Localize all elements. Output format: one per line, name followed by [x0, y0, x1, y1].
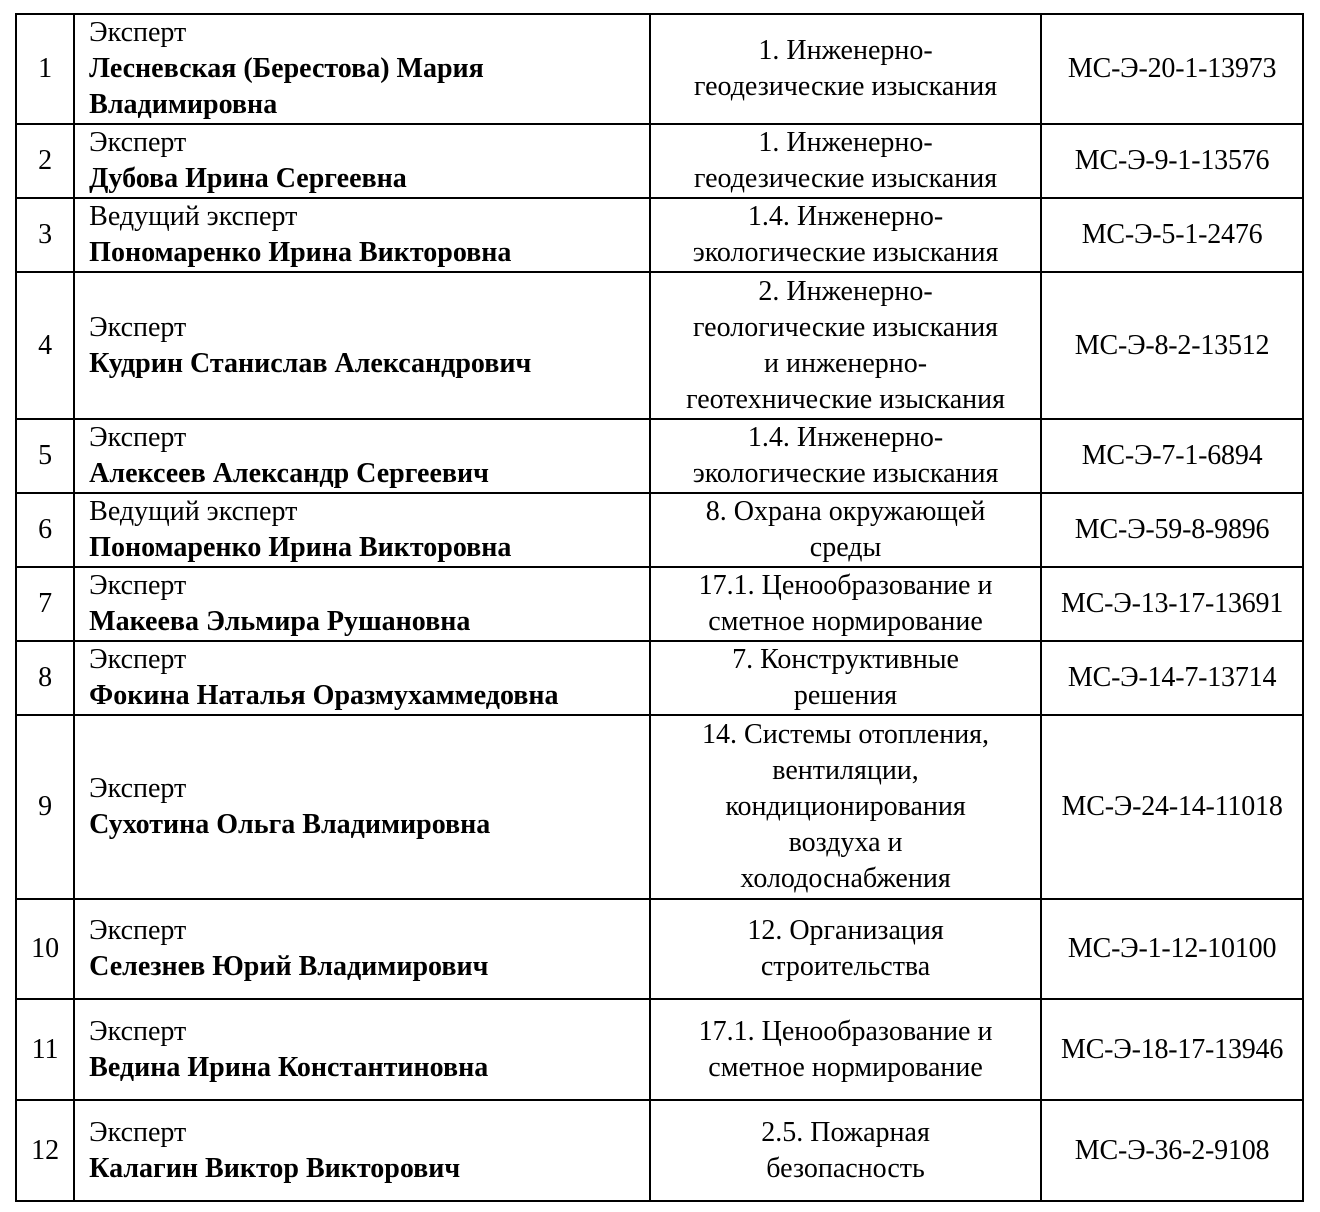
expert-name: Макеева Эльмира Рушановна: [89, 606, 471, 637]
row-number: 9: [16, 715, 74, 899]
expertise-area: 17.1. Ценообразование и сметное нормирование: [698, 570, 993, 637]
table-row: [16, 899, 1303, 999]
row-number: 10: [16, 899, 74, 999]
table-row: [16, 493, 1303, 567]
table-row: [16, 715, 1303, 899]
expertise-area: 1.4. Инженерно- экологические изыскания: [692, 422, 999, 489]
certificate-number: МС-Э-5-1-2476: [1041, 198, 1303, 272]
expert-role: Эксперт: [89, 570, 187, 601]
row-number: 4: [16, 272, 74, 419]
expert-role: Эксперт: [89, 1116, 187, 1148]
certificate-number: МС-Э-9-1-13576: [1041, 124, 1303, 198]
experts-table: [15, 13, 1304, 1202]
certificate-number: МС-Э-36-2-9108: [1041, 1100, 1303, 1201]
row-number: 7: [16, 567, 74, 641]
area-cell: [650, 1100, 1041, 1201]
expertise-area: 7. Конструктивные решения: [732, 644, 959, 711]
expertise-area: 1. Инженерно- геодезические изыскания: [693, 35, 998, 102]
expert-cell: [74, 641, 650, 715]
table-row: [16, 198, 1303, 272]
expert-name: Фокина Наталья Оразмухаммедовна: [89, 680, 559, 711]
area-cell: [650, 493, 1041, 567]
expertise-area: 17.1. Ценообразование и сметное нормирование: [698, 1015, 993, 1083]
expert-cell: [74, 493, 650, 567]
area-cell: [650, 14, 1041, 124]
certificate-number: МС-Э-20-1-13973: [1041, 14, 1303, 124]
expert-name: Сухотина Ольга Владимировна: [89, 809, 491, 840]
expertise-area: 14. Системы отопления, вентиляции, кондиционирования воздуха и холодоснабжения: [702, 719, 990, 894]
table-row: [16, 272, 1303, 419]
expert-role: Эксперт: [89, 127, 187, 158]
table-row: [16, 124, 1303, 198]
expertise-area: 12. Организация строительства: [747, 915, 944, 982]
expert-cell: [74, 14, 650, 124]
certificate-number: МС-Э-7-1-6894: [1041, 419, 1303, 493]
certificate-number: МС-Э-59-8-9896: [1041, 493, 1303, 567]
area-cell: [650, 999, 1041, 1100]
expert-cell: [74, 198, 650, 272]
row-number: 6: [16, 493, 74, 567]
expert-cell: [74, 419, 650, 493]
row-number: 5: [16, 419, 74, 493]
expert-name: Лесневская (Берестова) Мария Владимировна: [89, 53, 484, 120]
row-number: 8: [16, 641, 74, 715]
certificate-number: МС-Э-1-12-10100: [1041, 899, 1303, 999]
table-row: [16, 567, 1303, 641]
expert-cell: [74, 1100, 650, 1201]
expert-role: Ведущий эксперт: [89, 201, 298, 232]
expertise-area: 8. Охрана окружающей среды: [705, 496, 986, 563]
area-cell: [650, 715, 1041, 899]
expert-cell: [74, 715, 650, 899]
expertise-area: 2. Инженерно- геологические изыскания и инженерно- геотехнические изыскания: [686, 275, 1005, 415]
expert-cell: [74, 999, 650, 1100]
row-number: 1: [16, 14, 74, 124]
expert-name: Алексеев Александр Сергеевич: [89, 458, 489, 489]
area-cell: [650, 567, 1041, 641]
expert-cell: [74, 899, 650, 999]
expert-role: Эксперт: [89, 644, 187, 675]
expert-role: Эксперт: [89, 311, 187, 343]
expert-name: Пономаренко Ирина Викторовна: [89, 532, 512, 563]
area-cell: [650, 124, 1041, 198]
expert-name: Дубова Ирина Сергеевна: [89, 163, 407, 194]
expert-name: Кудрин Станислав Александрович: [89, 347, 532, 379]
expert-role: Эксперт: [89, 915, 187, 946]
table-row: [16, 999, 1303, 1100]
expert-name: Селезнев Юрий Владимирович: [89, 951, 489, 982]
area-cell: [650, 419, 1041, 493]
expertise-area: 1. Инженерно- геодезические изыскания: [693, 127, 998, 194]
expert-cell: [74, 567, 650, 641]
certificate-number: МС-Э-14-7-13714: [1041, 641, 1303, 715]
expertise-area: 2.5. Пожарная безопасность: [761, 1116, 930, 1184]
area-cell: [650, 899, 1041, 999]
row-number: 3: [16, 198, 74, 272]
expert-role: Эксперт: [89, 17, 187, 48]
table-row: [16, 1100, 1303, 1201]
area-cell: [650, 641, 1041, 715]
certificate-number: МС-Э-24-14-11018: [1041, 715, 1303, 899]
expert-name: Ведина Ирина Константиновна: [89, 1051, 489, 1083]
expert-role: Ведущий эксперт: [89, 496, 298, 527]
expertise-area: 1.4. Инженерно- экологические изыскания: [692, 201, 999, 268]
certificate-number: МС-Э-8-2-13512: [1041, 272, 1303, 419]
row-number: 2: [16, 124, 74, 198]
expert-cell: [74, 124, 650, 198]
expert-role: Эксперт: [89, 422, 187, 453]
expert-cell: [74, 272, 650, 419]
certificate-number: МС-Э-13-17-13691: [1041, 567, 1303, 641]
row-number: 11: [16, 999, 74, 1100]
certificate-number: МС-Э-18-17-13946: [1041, 999, 1303, 1100]
table-row: [16, 14, 1303, 124]
expert-role: Эксперт: [89, 1015, 187, 1047]
expert-name: Пономаренко Ирина Викторовна: [89, 237, 512, 268]
expert-name: Калагин Виктор Викторович: [89, 1152, 461, 1184]
area-cell: [650, 272, 1041, 419]
table-row: [16, 641, 1303, 715]
row-number: 12: [16, 1100, 74, 1201]
table-row: [16, 419, 1303, 493]
area-cell: [650, 198, 1041, 272]
expert-role: Эксперт: [89, 773, 187, 804]
